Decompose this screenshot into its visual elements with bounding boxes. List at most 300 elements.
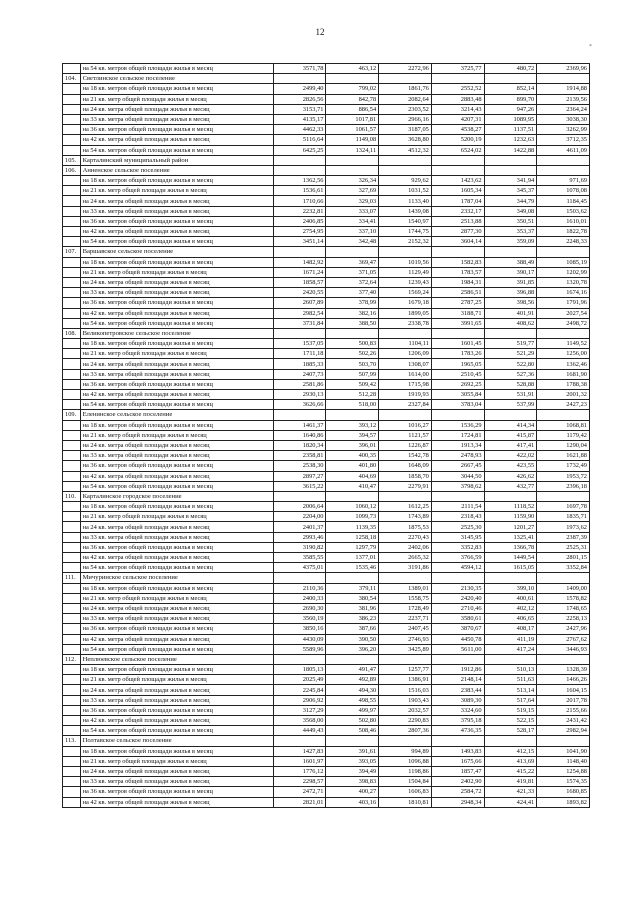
- value-cell: 2581,86: [273, 379, 326, 389]
- table-row: [63, 257, 590, 267]
- value-cell: 2258,13: [537, 614, 590, 624]
- value-cell: 1680,85: [537, 787, 590, 797]
- empty-cell: [273, 410, 326, 420]
- value-cell: 1648,09: [379, 461, 432, 471]
- row-number-cell: [63, 481, 81, 491]
- row-number-cell: [63, 94, 81, 104]
- norm-label-cell: на 54 кв. метров общей площади жилья в месяц: [80, 318, 273, 328]
- value-cell: 494,30: [326, 685, 379, 695]
- norm-label-cell: на 24 кв. метра общей площади жилья в месяц: [80, 277, 273, 287]
- empty-cell: [431, 247, 484, 257]
- value-cell: 491,47: [326, 665, 379, 675]
- norm-label-cell: на 21 кв. метр общей площади жилья в месяц: [80, 349, 273, 359]
- settlement-header-row: [63, 573, 590, 583]
- value-cell: 3571,78: [273, 64, 326, 74]
- value-cell: 1493,83: [431, 746, 484, 756]
- table-row: [63, 777, 590, 787]
- table-row: [63, 583, 590, 593]
- settlement-name: Неплюевское сельское поселение: [80, 654, 273, 664]
- value-cell: 344,79: [484, 196, 537, 206]
- norm-label-cell: на 42 кв. метра общей площади жилья в месяц: [80, 634, 273, 644]
- empty-cell: [379, 165, 432, 175]
- row-number-cell: [63, 502, 81, 512]
- row-number-cell: [63, 675, 81, 685]
- value-cell: 403,16: [326, 797, 379, 807]
- table-row: [63, 216, 590, 226]
- empty-cell: [379, 74, 432, 84]
- table-row: [63, 298, 590, 308]
- table-row: [63, 705, 590, 715]
- norm-label-cell: на 21 кв. метр общей площади жилья в месяц: [80, 94, 273, 104]
- norm-label-cell: на 36 кв. метров общей площади жилья в месяц: [80, 787, 273, 797]
- norm-label-cell: на 18 кв. метров общей площади жилья в месяц: [80, 420, 273, 430]
- value-cell: 2897,27: [273, 471, 326, 481]
- value-cell: 1783,57: [431, 267, 484, 277]
- value-cell: 498,55: [326, 695, 379, 705]
- value-cell: 2821,01: [273, 797, 326, 807]
- value-cell: 1198,86: [379, 766, 432, 776]
- value-cell: 2883,48: [431, 94, 484, 104]
- value-cell: 410,47: [326, 481, 379, 491]
- value-cell: 2369,96: [537, 64, 590, 74]
- row-number-cell: [63, 563, 81, 573]
- value-cell: 2130,35: [431, 583, 484, 593]
- value-cell: 499,97: [326, 705, 379, 715]
- value-cell: 394,57: [326, 430, 379, 440]
- value-cell: 2906,92: [273, 695, 326, 705]
- value-cell: 511,63: [484, 675, 537, 685]
- value-cell: 2982,54: [273, 308, 326, 318]
- value-cell: 394,49: [326, 766, 379, 776]
- value-cell: 852,14: [484, 84, 537, 94]
- value-cell: 2807,36: [379, 726, 432, 736]
- row-number-cell: [63, 593, 81, 603]
- empty-cell: [537, 410, 590, 420]
- empty-cell: [537, 573, 590, 583]
- value-cell: 3991,65: [431, 318, 484, 328]
- table-row: [63, 695, 590, 705]
- settlement-number: 108.: [63, 328, 81, 338]
- value-cell: 2966,16: [379, 114, 432, 124]
- row-number-cell: [63, 64, 81, 74]
- settlement-name: Карталинский муниципальный район: [80, 155, 273, 165]
- row-number-cell: [63, 176, 81, 186]
- value-cell: 2552,52: [431, 84, 484, 94]
- empty-cell: [537, 165, 590, 175]
- row-number-cell: [63, 440, 81, 450]
- norm-label-cell: на 42 кв. метра общей площади жилья в месяц: [80, 390, 273, 400]
- value-cell: 1536,61: [273, 186, 326, 196]
- norm-label-cell: на 21 кв. метр общей площади жилья в месяц: [80, 756, 273, 766]
- norm-label-cell: на 54 кв. метров общей площади жилья в месяц: [80, 481, 273, 491]
- table-row: [63, 400, 590, 410]
- value-cell: 1137,51: [484, 125, 537, 135]
- value-cell: 1605,34: [431, 186, 484, 196]
- value-cell: 3446,93: [537, 644, 590, 654]
- norm-label-cell: на 36 кв. метров общей площади жилья в месяц: [80, 624, 273, 634]
- value-cell: 2420,40: [431, 593, 484, 603]
- value-cell: 842,78: [326, 94, 379, 104]
- value-cell: 527,36: [484, 369, 537, 379]
- value-cell: 1857,47: [431, 766, 484, 776]
- row-number-cell: [63, 298, 81, 308]
- value-cell: 1362,46: [537, 359, 590, 369]
- table-row: [63, 84, 590, 94]
- value-cell: 1482,92: [273, 257, 326, 267]
- value-cell: 1791,96: [537, 298, 590, 308]
- value-cell: 2877,30: [431, 227, 484, 237]
- value-cell: 1325,41: [484, 532, 537, 542]
- value-cell: 1820,34: [273, 440, 326, 450]
- value-cell: 1206,09: [379, 349, 432, 359]
- value-cell: 2510,45: [431, 369, 484, 379]
- value-cell: 6524,02: [431, 145, 484, 155]
- value-cell: 2025,49: [273, 675, 326, 685]
- value-cell: 2270,43: [379, 532, 432, 542]
- norm-label-cell: на 21 кв. метр общей площади жилья в месяц: [80, 675, 273, 685]
- value-cell: 2204,00: [273, 512, 326, 522]
- value-cell: 342,48: [326, 237, 379, 247]
- row-number-cell: [63, 84, 81, 94]
- norm-label-cell: на 24 кв. метра общей площади жилья в месяц: [80, 104, 273, 114]
- row-number-cell: [63, 644, 81, 654]
- norm-label-cell: на 36 кв. метров общей площади жилья в месяц: [80, 216, 273, 226]
- row-number-cell: [63, 685, 81, 695]
- norm-label-cell: на 33 кв. метра общей площади жилья в месяц: [80, 288, 273, 298]
- value-cell: 1099,73: [326, 512, 379, 522]
- value-cell: 1674,16: [537, 288, 590, 298]
- value-cell: 1899,05: [379, 308, 432, 318]
- value-cell: 388,50: [326, 318, 379, 328]
- empty-cell: [431, 155, 484, 165]
- value-cell: 510,13: [484, 665, 537, 675]
- value-cell: 1810,81: [379, 797, 432, 807]
- value-cell: 3870,67: [431, 624, 484, 634]
- empty-cell: [273, 328, 326, 338]
- row-number-cell: [63, 125, 81, 135]
- value-cell: 412,15: [484, 746, 537, 756]
- value-cell: 377,40: [326, 288, 379, 298]
- value-cell: 1604,15: [537, 685, 590, 695]
- value-cell: 2420,55: [273, 288, 326, 298]
- value-cell: 4450,78: [431, 634, 484, 644]
- table-row: [63, 125, 590, 135]
- row-number-cell: [63, 451, 81, 461]
- value-cell: 1019,56: [379, 257, 432, 267]
- value-cell: 2478,93: [431, 451, 484, 461]
- row-number-cell: [63, 624, 81, 634]
- value-cell: 1912,86: [431, 665, 484, 675]
- table-row: [63, 186, 590, 196]
- value-cell: 359,09: [484, 237, 537, 247]
- row-number-cell: [63, 196, 81, 206]
- empty-cell: [326, 654, 379, 664]
- value-cell: 1256,00: [537, 349, 590, 359]
- value-cell: 2586,51: [431, 288, 484, 298]
- row-number-cell: [63, 705, 81, 715]
- value-cell: 3262,99: [537, 125, 590, 135]
- value-cell: 401,80: [326, 461, 379, 471]
- row-number-cell: [63, 787, 81, 797]
- empty-cell: [326, 491, 379, 501]
- value-cell: 1060,12: [326, 502, 379, 512]
- table-row: [63, 440, 590, 450]
- value-cell: 3798,62: [431, 481, 484, 491]
- value-cell: 512,28: [326, 390, 379, 400]
- value-cell: 3626,66: [273, 400, 326, 410]
- value-cell: 1149,52: [537, 339, 590, 349]
- norm-label-cell: на 24 кв. метра общей площади жилья в месяц: [80, 522, 273, 532]
- value-cell: 1324,11: [326, 145, 379, 155]
- value-cell: 2930,13: [273, 390, 326, 400]
- empty-cell: [273, 736, 326, 746]
- value-cell: 492,89: [326, 675, 379, 685]
- value-cell: 2667,45: [431, 461, 484, 471]
- empty-cell: [379, 736, 432, 746]
- value-cell: 1184,45: [537, 196, 590, 206]
- value-cell: 1139,35: [326, 522, 379, 532]
- value-cell: 1427,83: [273, 746, 326, 756]
- row-number-cell: [63, 227, 81, 237]
- value-cell: 4736,35: [431, 726, 484, 736]
- value-cell: 1096,88: [379, 756, 432, 766]
- table-row: [63, 644, 590, 654]
- value-cell: 480,72: [484, 64, 537, 74]
- value-cell: 1732,49: [537, 461, 590, 471]
- table-row: [63, 339, 590, 349]
- row-number-cell: [63, 186, 81, 196]
- empty-cell: [379, 410, 432, 420]
- norm-label-cell: на 42 кв. метра общей площади жилья в месяц: [80, 227, 273, 237]
- value-cell: 2525,30: [431, 522, 484, 532]
- corner-mark: *: [589, 44, 592, 50]
- value-cell: 2027,54: [537, 308, 590, 318]
- empty-cell: [484, 573, 537, 583]
- value-cell: 3615,22: [273, 481, 326, 491]
- value-cell: 3731,84: [273, 318, 326, 328]
- value-cell: 2525,31: [537, 542, 590, 552]
- value-cell: 1675,66: [431, 756, 484, 766]
- value-cell: 4449,43: [273, 726, 326, 736]
- table-row: [63, 665, 590, 675]
- empty-cell: [484, 410, 537, 420]
- table-row: [63, 553, 590, 563]
- row-number-cell: [63, 603, 81, 613]
- value-cell: 422,02: [484, 451, 537, 461]
- value-cell: 2245,84: [273, 685, 326, 695]
- empty-cell: [431, 573, 484, 583]
- row-number-cell: [63, 614, 81, 624]
- empty-cell: [273, 165, 326, 175]
- norm-label-cell: на 33 кв. метра общей площади жилья в месяц: [80, 114, 273, 124]
- empty-cell: [379, 573, 432, 583]
- value-cell: 345,37: [484, 186, 537, 196]
- value-cell: 3604,14: [431, 237, 484, 247]
- value-cell: 2248,33: [537, 237, 590, 247]
- value-cell: 381,96: [326, 603, 379, 613]
- table-row: [63, 369, 590, 379]
- empty-cell: [326, 74, 379, 84]
- empty-cell: [484, 491, 537, 501]
- value-cell: 1461,37: [273, 420, 326, 430]
- value-cell: 1239,43: [379, 277, 432, 287]
- value-cell: 400,61: [484, 593, 537, 603]
- value-cell: 1715,98: [379, 379, 432, 389]
- settlement-name: Варшавское сельское поселение: [80, 247, 273, 257]
- settlement-header-row: [63, 74, 590, 84]
- settlement-number: 112.: [63, 654, 81, 664]
- row-number-cell: [63, 471, 81, 481]
- settlement-number: 110.: [63, 491, 81, 501]
- value-cell: 1835,71: [537, 512, 590, 522]
- value-cell: 2407,45: [379, 624, 432, 634]
- settlement-header-row: [63, 247, 590, 257]
- value-cell: 327,69: [326, 186, 379, 196]
- row-number-cell: [63, 206, 81, 216]
- settlement-name: Полтавское сельское поселение: [80, 736, 273, 746]
- settlement-number: 104.: [63, 74, 81, 84]
- value-cell: 1893,82: [537, 797, 590, 807]
- value-cell: 396,01: [326, 440, 379, 450]
- norm-label-cell: на 18 кв. метров общей площади жилья в месяц: [80, 583, 273, 593]
- norm-label-cell: на 54 кв. метров общей площади жилья в месяц: [80, 237, 273, 247]
- value-cell: 2584,72: [431, 787, 484, 797]
- value-cell: 386,23: [326, 614, 379, 624]
- norm-label-cell: на 36 кв. метров общей площади жилья в месяц: [80, 542, 273, 552]
- row-number-cell: [63, 512, 81, 522]
- value-cell: 1377,01: [326, 553, 379, 563]
- value-cell: 426,62: [484, 471, 537, 481]
- norm-label-cell: на 21 кв. метр общей площади жилья в месяц: [80, 593, 273, 603]
- settlement-header-row: [63, 155, 590, 165]
- value-cell: 2032,57: [379, 705, 432, 715]
- table-row: [63, 471, 590, 481]
- value-cell: 390,17: [484, 267, 537, 277]
- value-cell: 522,15: [484, 716, 537, 726]
- value-cell: 1805,13: [273, 665, 326, 675]
- value-cell: 1788,38: [537, 379, 590, 389]
- value-cell: 513,14: [484, 685, 537, 695]
- value-cell: 3145,95: [431, 532, 484, 542]
- empty-cell: [379, 247, 432, 257]
- value-cell: 388,49: [484, 257, 537, 267]
- value-cell: 398,83: [326, 777, 379, 787]
- value-cell: 537,99: [484, 400, 537, 410]
- row-number-cell: [63, 369, 81, 379]
- value-cell: 507,99: [326, 369, 379, 379]
- row-number-cell: [63, 532, 81, 542]
- value-cell: 1202,99: [537, 267, 590, 277]
- value-cell: 1822,78: [537, 227, 590, 237]
- settlement-name: Великопетровское сельское поселение: [80, 328, 273, 338]
- empty-cell: [484, 736, 537, 746]
- settlement-number: 113.: [63, 736, 81, 746]
- value-cell: 1068,81: [537, 420, 590, 430]
- value-cell: 406,65: [484, 614, 537, 624]
- row-number-cell: [63, 777, 81, 787]
- value-cell: 2110,36: [273, 583, 326, 593]
- table-row: [63, 675, 590, 685]
- value-cell: 3214,43: [431, 104, 484, 114]
- row-number-cell: [63, 308, 81, 318]
- value-cell: 1031,52: [379, 186, 432, 196]
- value-cell: 886,54: [326, 104, 379, 114]
- row-number-cell: [63, 379, 81, 389]
- value-cell: 3324,60: [431, 705, 484, 715]
- value-cell: 1953,72: [537, 471, 590, 481]
- empty-cell: [273, 155, 326, 165]
- table-row: [63, 349, 590, 359]
- table-row: [63, 685, 590, 695]
- value-cell: 2406,85: [273, 216, 326, 226]
- value-cell: 421,33: [484, 787, 537, 797]
- empty-cell: [537, 247, 590, 257]
- tariff-table: [62, 63, 590, 808]
- row-number-cell: [63, 237, 81, 247]
- row-number-cell: [63, 390, 81, 400]
- value-cell: 2152,32: [379, 237, 432, 247]
- value-cell: 1537,05: [273, 339, 326, 349]
- value-cell: 3127,29: [273, 705, 326, 715]
- table-row: [63, 104, 590, 114]
- value-cell: 2401,37: [273, 522, 326, 532]
- value-cell: 2338,78: [379, 318, 432, 328]
- value-cell: 387,66: [326, 624, 379, 634]
- norm-label-cell: на 33 кв. метра общей площади жилья в месяц: [80, 369, 273, 379]
- value-cell: 2364,24: [537, 104, 590, 114]
- norm-label-cell: на 18 кв. метров общей площади жилья в месяц: [80, 339, 273, 349]
- value-cell: 326,34: [326, 176, 379, 186]
- value-cell: 3451,14: [273, 237, 326, 247]
- value-cell: 5611,00: [431, 644, 484, 654]
- empty-cell: [537, 328, 590, 338]
- row-number-cell: [63, 522, 81, 532]
- value-cell: 3190,82: [273, 542, 326, 552]
- value-cell: 1776,12: [273, 766, 326, 776]
- value-cell: 402,12: [484, 603, 537, 613]
- row-number-cell: [63, 746, 81, 756]
- value-cell: 3089,30: [431, 695, 484, 705]
- value-cell: 3712,35: [537, 135, 590, 145]
- value-cell: 2690,30: [273, 603, 326, 613]
- norm-label-cell: на 18 кв. метров общей площади жилья в месяц: [80, 84, 273, 94]
- value-cell: 1542,78: [379, 451, 432, 461]
- settlement-header-row: [63, 491, 590, 501]
- row-number-cell: [63, 756, 81, 766]
- norm-label-cell: на 36 кв. метров общей площади жилья в месяц: [80, 705, 273, 715]
- value-cell: 3153,71: [273, 104, 326, 114]
- value-cell: 1389,01: [379, 583, 432, 593]
- value-cell: 417,24: [484, 644, 537, 654]
- row-number-cell: [63, 400, 81, 410]
- norm-label-cell: на 36 кв. метров общей площади жилья в месяц: [80, 298, 273, 308]
- value-cell: 1875,53: [379, 522, 432, 532]
- value-cell: 415,22: [484, 766, 537, 776]
- value-cell: 2332,17: [431, 206, 484, 216]
- value-cell: 4135,17: [273, 114, 326, 124]
- value-cell: 2358,81: [273, 451, 326, 461]
- value-cell: 396,88: [484, 288, 537, 298]
- norm-label-cell: на 42 кв. метра общей площади жилья в месяц: [80, 471, 273, 481]
- value-cell: 503,70: [326, 359, 379, 369]
- table-row: [63, 532, 590, 542]
- value-cell: 1540,97: [379, 216, 432, 226]
- value-cell: 5116,64: [273, 135, 326, 145]
- value-cell: 4207,31: [431, 114, 484, 124]
- norm-label-cell: на 33 кв. метра общей площади жилья в месяц: [80, 695, 273, 705]
- table-row: [63, 135, 590, 145]
- value-cell: 1578,82: [537, 593, 590, 603]
